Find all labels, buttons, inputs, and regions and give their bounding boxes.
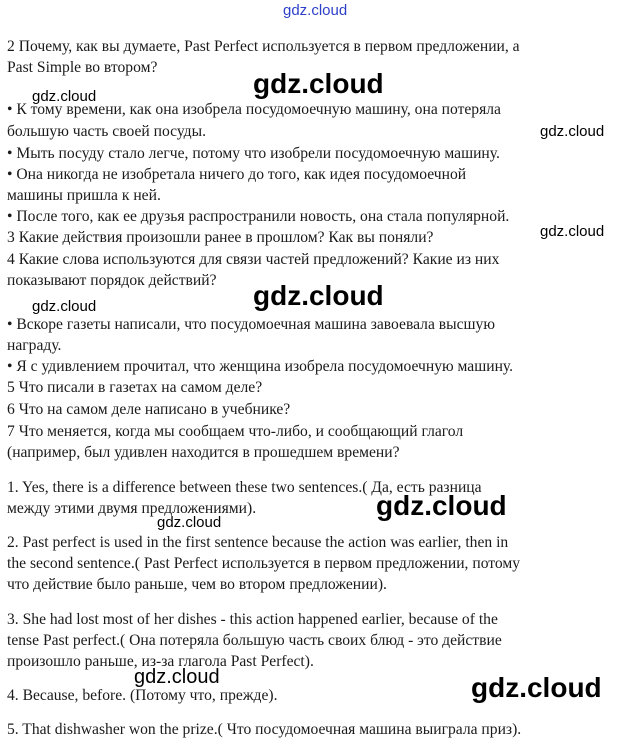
question-2-line-1: 2 Почему, как вы думаете, Past Perfect используется в первом предложении, а bbox=[7, 38, 520, 55]
bullet-text: большую часть своей посуды. bbox=[7, 123, 206, 140]
answer-2-line-3: что действие было раньше, чем во втором предложении). bbox=[7, 576, 387, 593]
watermark-big: gdz.cloud bbox=[253, 280, 384, 311]
bullet-text: • Она никогда не изобретала ничего до того, как идея посудомоечной bbox=[7, 166, 467, 183]
bullet-text: • Мыть посуду стало легче, потому что изобрели посудомоечную машину. bbox=[7, 145, 500, 162]
watermark-small: gdz.cloud bbox=[32, 88, 97, 105]
bullet-text: • К тому времени, как она изобрела посудомоечную машину, она потеряла bbox=[7, 101, 501, 118]
answer-1-line-2: между этими двумя предложениями). bbox=[7, 500, 257, 517]
answer-1-line-1: 1. Yes, there is a difference between these two sentences.( Да, есть разница bbox=[7, 479, 482, 496]
bullet-text: машины пришла к ней. bbox=[7, 187, 161, 204]
question-6: 6 Что на самом деле написано в учебнике? bbox=[7, 401, 291, 418]
question-7-line-2: (например, был удивлен находится в прошедшем времени? bbox=[7, 444, 400, 461]
answer-2-line-1: 2. Past perfect is used in the first sentence because the action was earlier, then in bbox=[7, 534, 509, 551]
watermark-big: gdz.cloud bbox=[471, 672, 602, 703]
question-2-line-2: Past Simple во втором? bbox=[7, 59, 158, 76]
question-7-line-1: 7 Что меняется, когда мы сообщаем что-либо, и сообщающий глагол bbox=[7, 423, 464, 440]
answer-3-line-3: произошло раньше, из-за глагола Past Perfect). bbox=[7, 653, 314, 670]
bullet-text: награду. bbox=[7, 337, 62, 354]
answer-3-line-2: tense Past perfect.( Она потеряла большую часть своих блюд - это действие bbox=[7, 632, 502, 649]
bullet-text: • После того, как ее друзья распространили новость, она стала популярной. bbox=[7, 208, 510, 225]
answer-2-line-2: the second sentence.( Past Perfect используется в первом предложении, потому bbox=[7, 555, 521, 572]
answer-3-line-1: 3. She had lost most of her dishes - this action happened earlier, because of the bbox=[7, 611, 498, 628]
bullet-text: • Вскоре газеты написали, что посудомоечная машина завоевала высшую bbox=[7, 316, 495, 333]
watermark-small: gdz.cloud bbox=[32, 298, 97, 315]
answer-4: 4. Because, before. (Потому что, прежде). bbox=[7, 687, 278, 704]
question-4-line-1: 4 Какие слова используются для связи частей предложений? Какие из них bbox=[7, 251, 500, 268]
question-4-line-2: показывают порядок действий? bbox=[7, 272, 217, 289]
watermark-small: gdz.cloud bbox=[540, 123, 605, 140]
question-5: 5 Что писали в газетах на самом деле? bbox=[7, 379, 263, 396]
watermark-small: gdz.cloud bbox=[134, 666, 220, 688]
answer-5: 5. That dishwasher won the prize.( Что посудомоечная машина выиграла приз). bbox=[7, 721, 522, 738]
watermark-small: gdz.cloud bbox=[157, 514, 222, 531]
watermark-top: gdz.cloud bbox=[283, 2, 348, 19]
watermark-big: gdz.cloud bbox=[253, 68, 384, 99]
watermark-big: gdz.cloud bbox=[376, 490, 507, 521]
watermark-small: gdz.cloud bbox=[540, 223, 605, 240]
question-3: 3 Какие действия произошли ранее в прошлом? Как вы поняли? bbox=[7, 229, 434, 246]
bullet-text: • Я с удивлением прочитал, что женщина изобрела посудомоечную машину. bbox=[7, 358, 514, 375]
